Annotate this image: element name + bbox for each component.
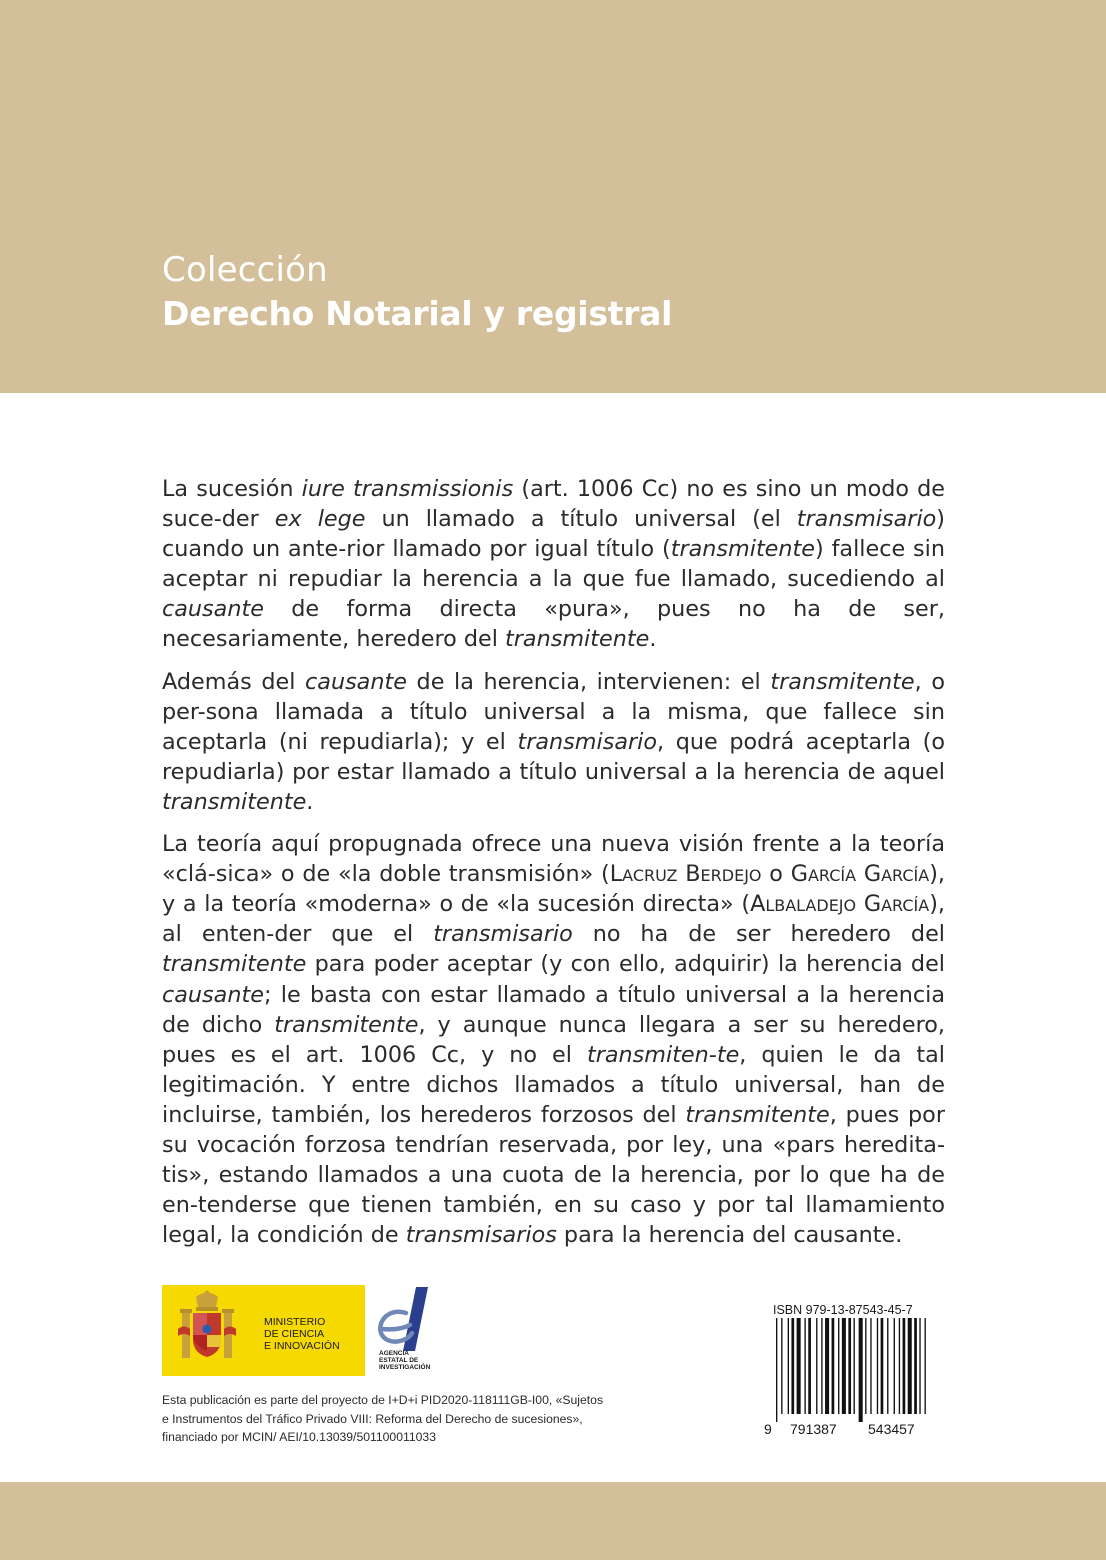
barcode [758,1318,928,1440]
blurb-paragraph-2: Además del causante de la herencia, intervienen: el transmitente, o per-sona llamada a título universal a la misma, que fallece sin aceptarla (ni repudiarla); y el transmisario, que podrá aceptarla (o repudiarla) por estar llamado a título universal a la herencia de aquel transmitente. [162,668,945,815]
blurb-paragraph-1: La sucesión iure transmissionis (art. 1006 Cc) no es sino un modo de suce-der ex lege un llamado a título universal (el transmisario) cuando un ante-rior llamado por igual título (transmitente) fallece sin aceptar ni repudiar la herencia a la que fue llamado, sucediendo al causante de forma directa «pura», pues no ha de ser, necesariamente, heredero del transmitente. [162,476,946,653]
ministry-logo [162,1285,365,1376]
barcode-bars [776,1318,928,1422]
ministry-name: MINISTERIO DE CIENCIA E INNOVACIÓN [264,1316,340,1352]
collection-label: Colección [162,250,328,290]
barcode-digits-right: 543457 [868,1421,915,1437]
isbn-label: ISBN 979-13-87543-45-7 [773,1303,913,1317]
funding-credit: Esta publicación es parte del proyecto de I+D+i PID2020-118111GB-I00, «Sujetos e Instrumentos del Tráfico Privado VIII: Reforma del Derecho de sucesiones», financiado por MCIN/ AEI/10.13039/501100011033 [162,1393,604,1444]
top-color-band [0,0,1106,393]
agency-name: AGENCIA ESTATAL DE INVESTIGACIÓN [379,1350,431,1371]
bottom-color-band [0,1482,1106,1560]
blurb-text [162,474,945,1262]
coat-of-arms-icon [162,1285,252,1376]
collection-name: Derecho Notarial y registral [162,294,673,333]
barcode-digit-first: 9 [764,1421,772,1437]
blurb-paragraph-3: La teoría aquí propugnada ofrece una nueva visión frente a la teoría «clá-sica» o de «la doble transmisión» (Lacruz Berdejo o García García), y a la teoría «moderna» o de «la sucesión directa» (Albaladejo García), al enten-der que el transmisario no ha de ser heredero del transmitente para poder aceptar (y con ello, adquirir) la herencia del causante; le basta con estar llamado a título universal a la herencia de dicho transmitente, y aunque nunca llegara a ser su heredero, pues es el art. 1006 Cc, y no el transmiten-te, quien le da tal legitimación. Y entre dichos llamados a título universal, han de incluirse, también, los herederos forzosos del transmitente, pues por su vocación forzosa tendrían reservada, por ley, una «pars heredita-tis», estando llamados a una cuota de la herencia, por lo que ha de en-tenderse que tienen también, en su caso y por tal llamamiento legal, la condición de transmisarios para la herencia del causante. [162,831,946,1249]
barcode-digits-left: 791387 [790,1421,837,1437]
